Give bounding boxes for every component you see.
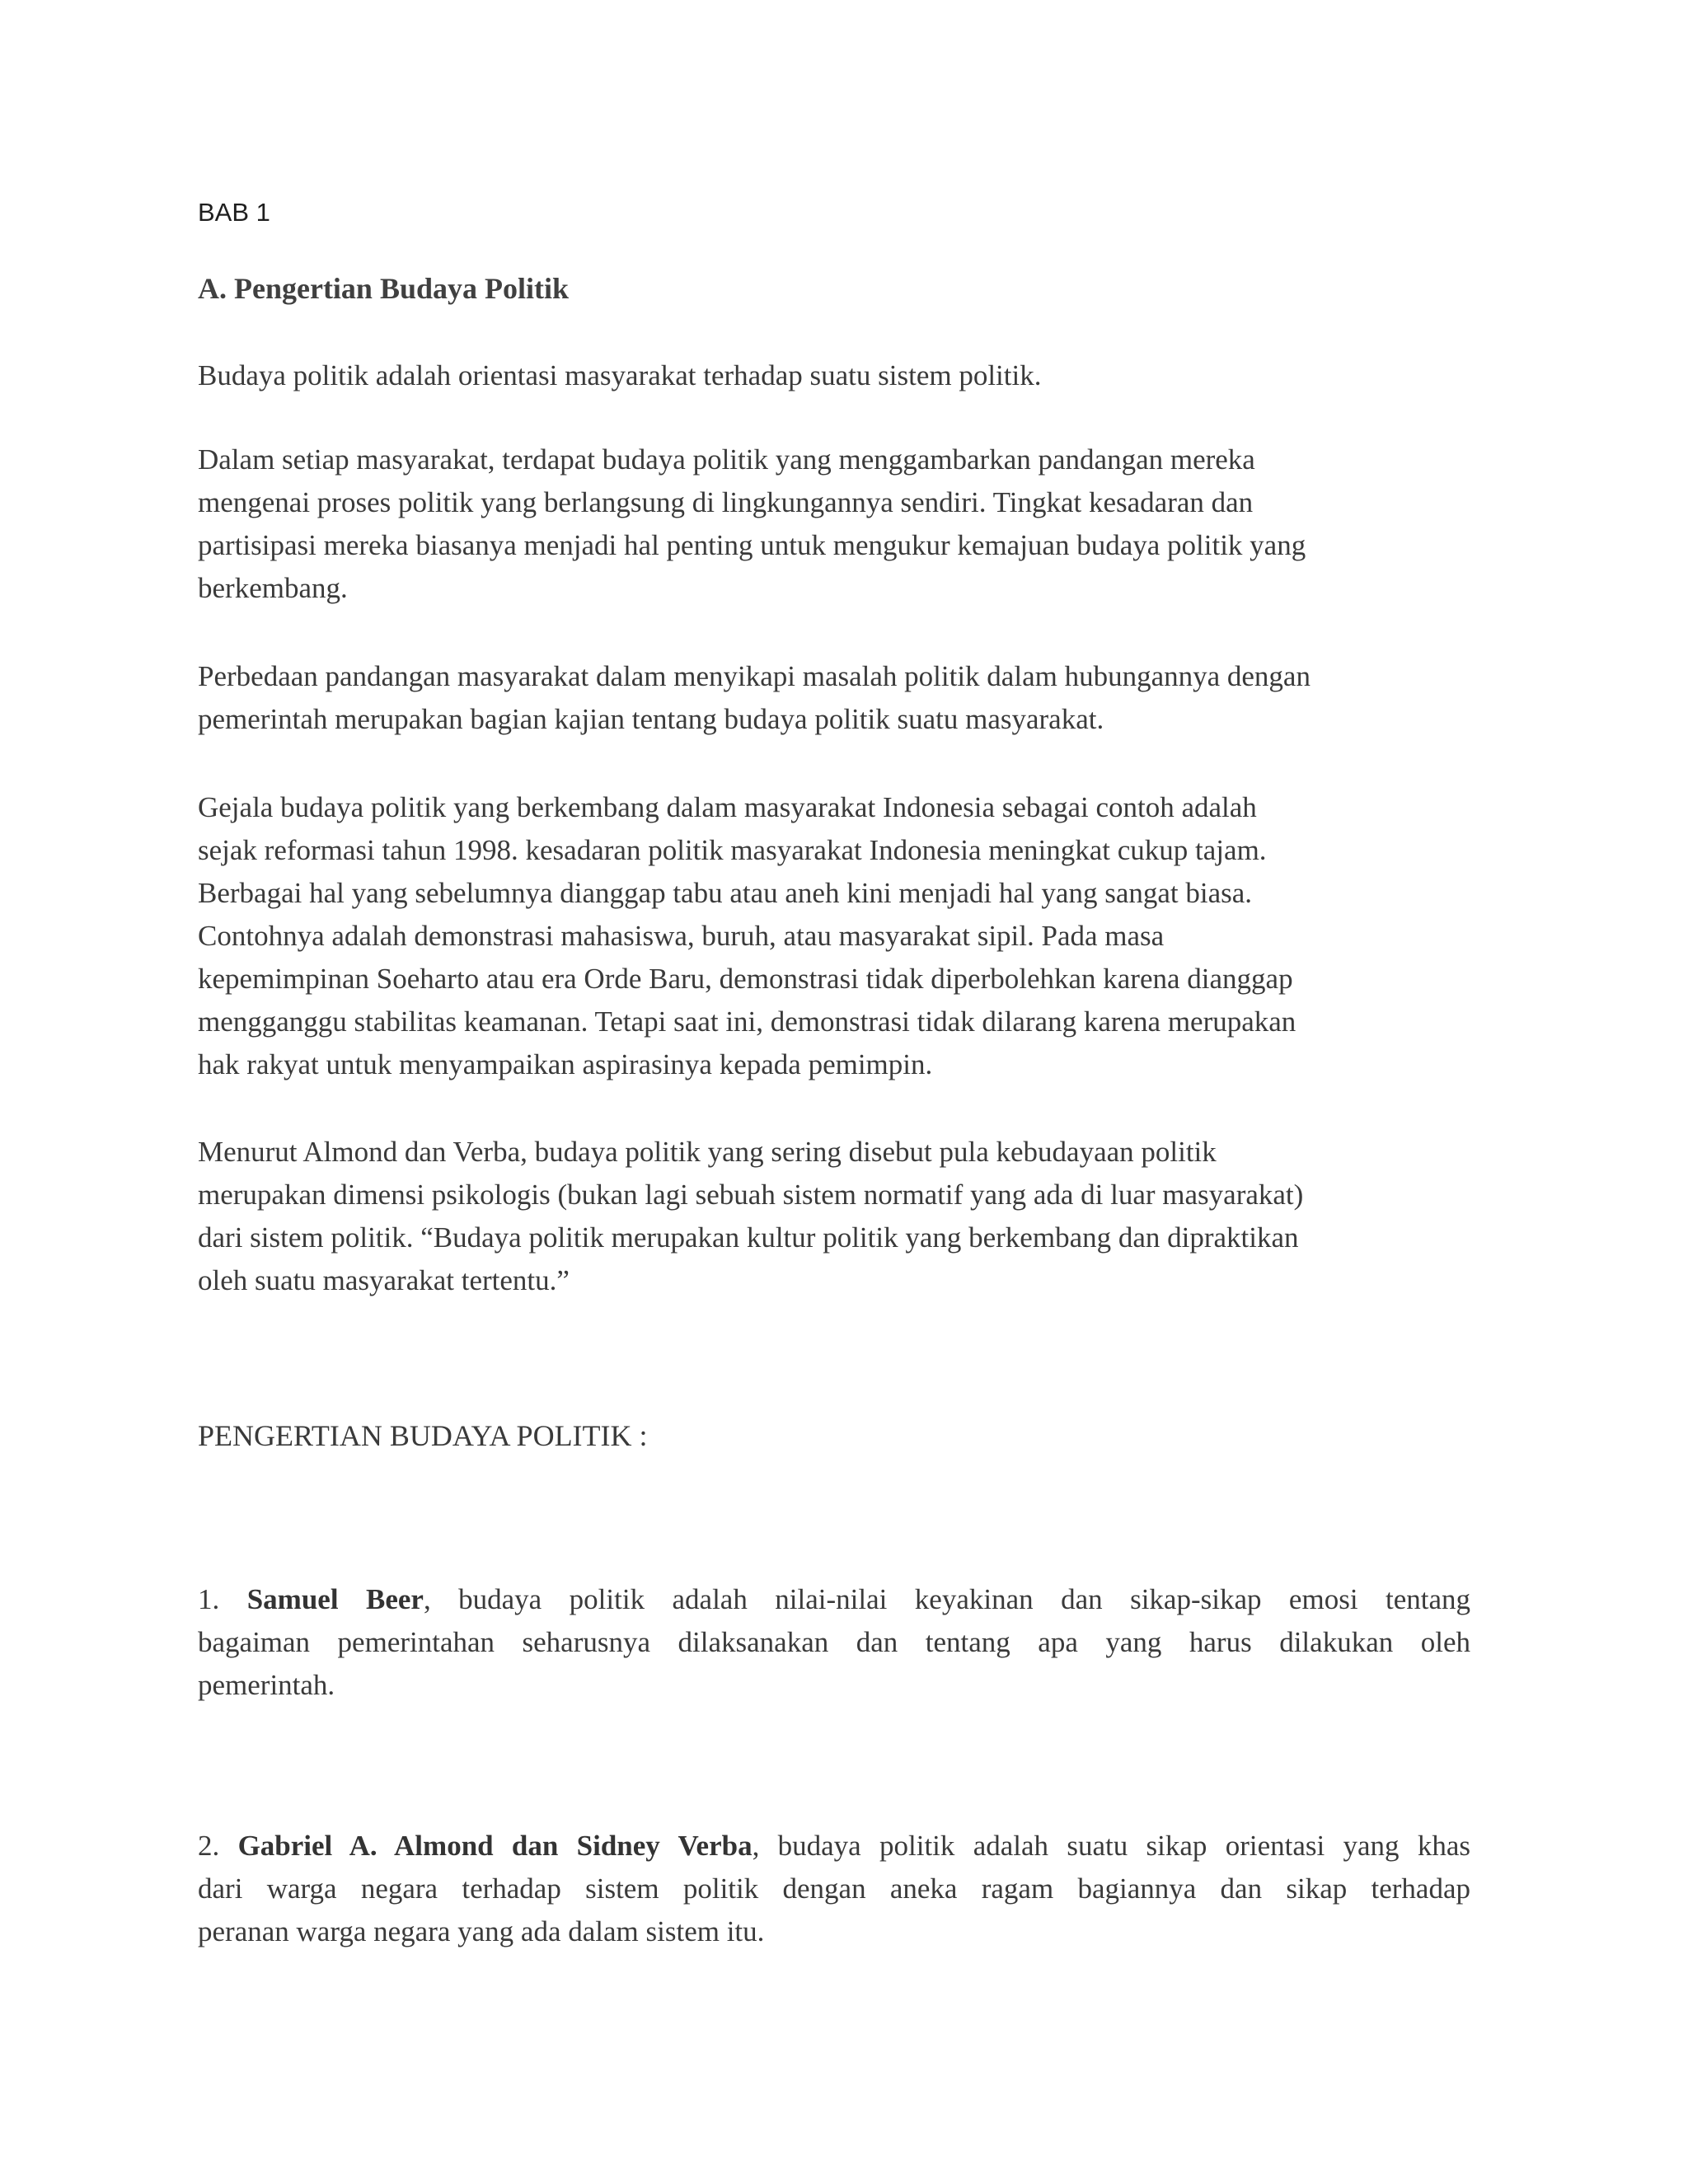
definition-item <box>198 1825 1470 1953</box>
definition-number: 1. <box>198 1583 220 1615</box>
paragraph-line: Perbedaan pandangan masyarakat dalam menyikapi masalah politik dalam hubungannya dengan <box>198 660 1311 692</box>
definition-item <box>198 1578 1470 1707</box>
definition-first-line <box>198 1825 1470 1868</box>
definition-first-line <box>198 1578 1470 1621</box>
paragraph-line: Budaya politik adalah orientasi masyarakat terhadap suatu sistem politik. <box>198 359 1042 391</box>
paragraph <box>198 354 1041 397</box>
section-title: A. Pengertian Budaya Politik <box>198 272 570 305</box>
paragraph <box>198 438 1306 610</box>
definition-author: Samuel Beer <box>246 1583 424 1615</box>
paragraph-line: Menurut Almond dan Verba, budaya politik yang sering disebut pula kebudayaan politik <box>198 1136 1217 1168</box>
paragraph-line: oleh suatu masyarakat tertentu.” <box>198 1264 570 1296</box>
paragraph-line: Contohnya adalah demonstrasi mahasiswa, buruh, atau masyarakat sipil. Pada masa <box>198 920 1165 952</box>
paragraph <box>198 1131 1303 1302</box>
definition-line: dari warga negara terhadap sistem politik dengan aneka ragam bagiannya dan sikap terhadap <box>198 1872 1470 1905</box>
paragraph-line: pemerintah merupakan bagian kajian tentang budaya politik suatu masyarakat. <box>198 703 1104 735</box>
paragraph-line: mengenai proses politik yang berlangsung di lingkungannya sendiri. Tingkat kesadaran dan <box>198 486 1254 518</box>
definition-number: 2. <box>198 1830 220 1862</box>
paragraph-line: kepemimpinan Soeharto atau era Orde Baru, demonstrasi tidak diperbolehkan karena dianggap <box>198 963 1293 995</box>
paragraph-line: dari sistem politik. “Budaya politik merupakan kultur politik yang berkembang dan dipraktikan <box>198 1221 1299 1254</box>
paragraph-line: merupakan dimensi psikologis (bukan lagi sebuah sistem normatif yang ada di luar masyarakat) <box>198 1179 1304 1211</box>
definition-text: , budaya politik adalah nilai-nilai keyakinan dan sikap-sikap emosi tentang <box>423 1583 1471 1615</box>
paragraph-line: hak rakyat untuk menyampaikan aspirasinya kepada pemimpin. <box>198 1048 933 1080</box>
paragraph-line: Gejala budaya politik yang berkembang dalam masyarakat Indonesia sebagai contoh adalah <box>198 791 1257 823</box>
paragraph-line: mengganggu stabilitas keamanan. Tetapi saat ini, demonstrasi tidak dilarang karena merupakan <box>198 1005 1296 1038</box>
paragraph-line: Dalam setiap masyarakat, terdapat budaya politik yang menggambarkan pandangan mereka <box>198 443 1255 476</box>
definition-line: pemerintah. <box>198 1669 335 1701</box>
paragraph <box>198 786 1296 1086</box>
chapter-label: BAB 1 <box>198 198 270 227</box>
paragraph-line: partisipasi mereka biasanya menjadi hal penting untuk mengukur kemajuan budaya politik yang <box>198 529 1306 561</box>
paragraph <box>198 655 1311 741</box>
paragraph-line: Berbagai hal yang sebelumnya dianggap tabu atau aneh kini menjadi hal yang sangat biasa. <box>198 877 1253 909</box>
paragraph-line: berkembang. <box>198 572 348 604</box>
definition-line: bagaiman pemerintahan seharusnya dilaksanakan dan tentang apa yang harus dilakukan oleh <box>198 1626 1470 1658</box>
definition-text: , budaya politik adalah suatu sikap orientasi yang khas <box>752 1830 1470 1862</box>
definition-line: peranan warga negara yang ada dalam sistem itu. <box>198 1915 765 1947</box>
caps-heading: PENGERTIAN BUDAYA POLITIK : <box>198 1419 648 1452</box>
definition-author: Gabriel A. Almond dan Sidney Verba <box>237 1830 753 1862</box>
paragraph-line: sejak reformasi tahun 1998. kesadaran politik masyarakat Indonesia meningkat cukup tajam. <box>198 834 1267 866</box>
